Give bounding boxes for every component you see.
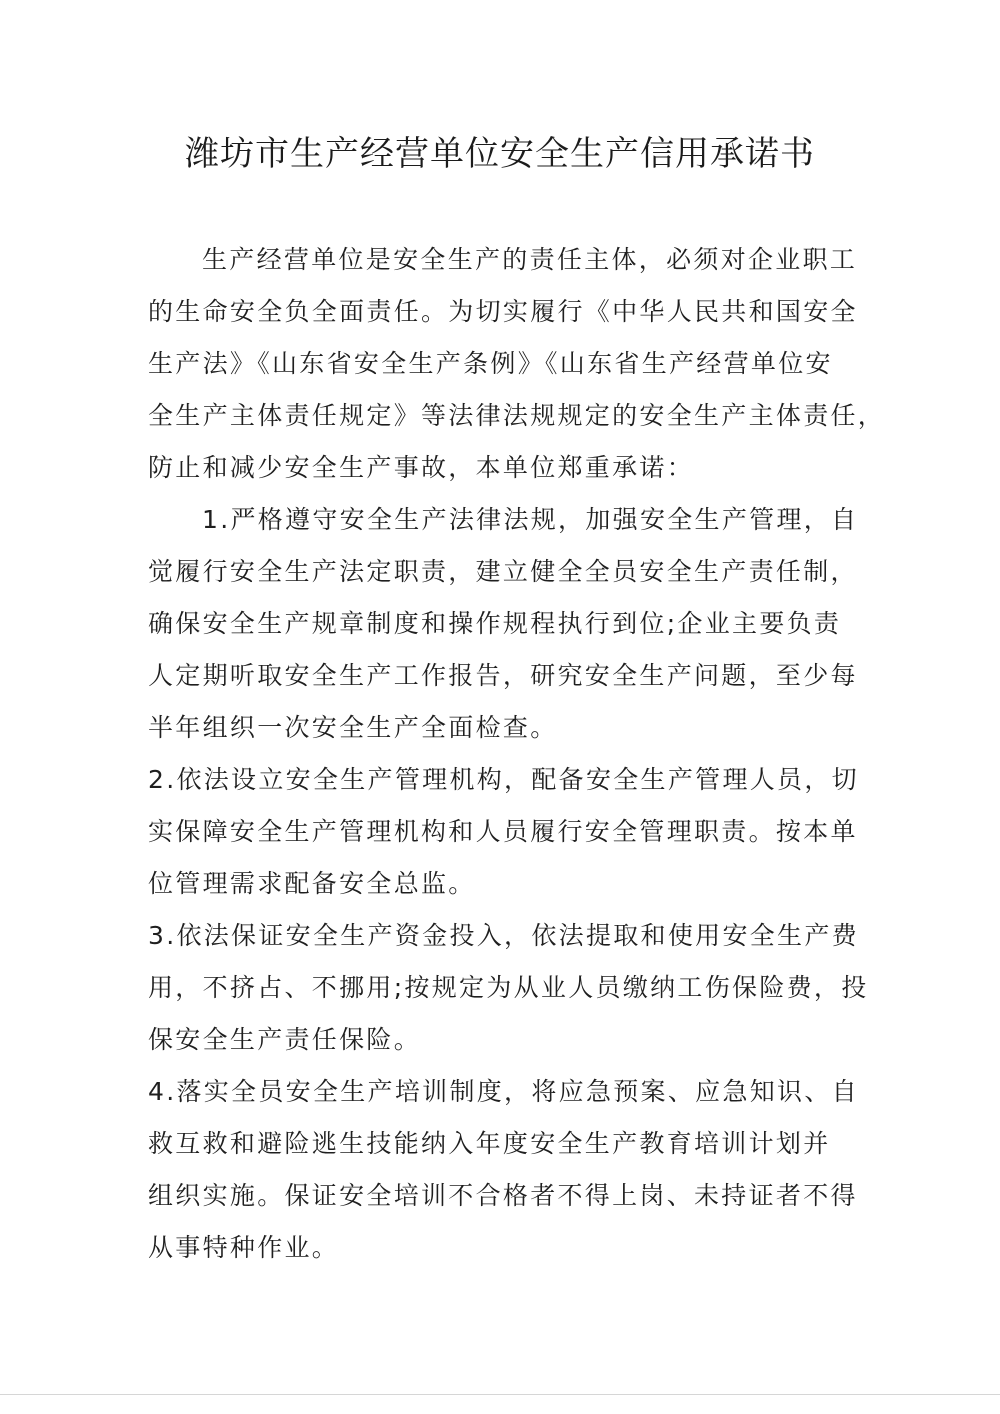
clause-1-line: 确保安全生产规章制度和操作规程执行到位;企业主要负责 [148, 609, 842, 638]
clause-4-line: 救互救和避险逃生技能纳入年度安全生产教育培训计划并 [148, 1129, 831, 1158]
clause-4-line: 从事特种作业。 [148, 1233, 340, 1262]
clause-2-line: 实保障安全生产管理机构和人员履行安全管理职责。按本单 [148, 817, 858, 846]
clause-4-line: 组织实施。保证安全培训不合格者不得上岗、未持证者不得 [148, 1181, 858, 1210]
scan-edge-line [0, 1394, 1000, 1395]
clause-2-line: 2.依法设立安全生产管理机构，配备安全生产管理人员，切 [148, 765, 859, 794]
clause-3-line: 保安全生产责任保险。 [148, 1025, 422, 1054]
clause-4-line: 4.落实全员安全生产培训制度，将应急预案、应急知识、自 [148, 1077, 859, 1106]
clause-1-line: 觉履行安全生产法定职责，建立健全全员安全生产责任制， [148, 557, 858, 586]
clause-1-line: 人定期听取安全生产工作报告，研究安全生产问题，至少每 [148, 661, 858, 690]
document-body [148, 234, 886, 1274]
paragraph-line: 生产经营单位是安全生产的责任主体，必须对企业职工 [202, 245, 858, 274]
paragraph-line: 生产法》《山东省安全生产条例》《山东省生产经营单位安 [148, 349, 833, 378]
clause-1-line: 半年组织一次安全生产全面检查。 [148, 713, 558, 742]
clause-2-line: 位管理需求配备安全总监。 [148, 869, 476, 898]
clause-3-line: 3.依法保证安全生产资金投入，依法提取和使用安全生产费 [148, 921, 859, 950]
document-title: 潍坊市生产经营单位安全生产信用承诺书 [185, 134, 815, 174]
paragraph-line: 的生命安全负全面责任。为切实履行《中华人民共和国安全 [148, 297, 858, 326]
paragraph-line: 全生产主体责任规定》等法律法规规定的安全生产主体责任， [148, 401, 886, 430]
clause-1-line: 1.严格遵守安全生产法律法规，加强安全生产管理，自 [202, 505, 859, 534]
clause-3-line: 用，不挤占、不挪用;按规定为从业人员缴纳工伤保险费，投 [148, 973, 869, 1002]
paragraph-line: 防止和减少安全生产事故，本单位郑重承诺： [148, 453, 695, 482]
